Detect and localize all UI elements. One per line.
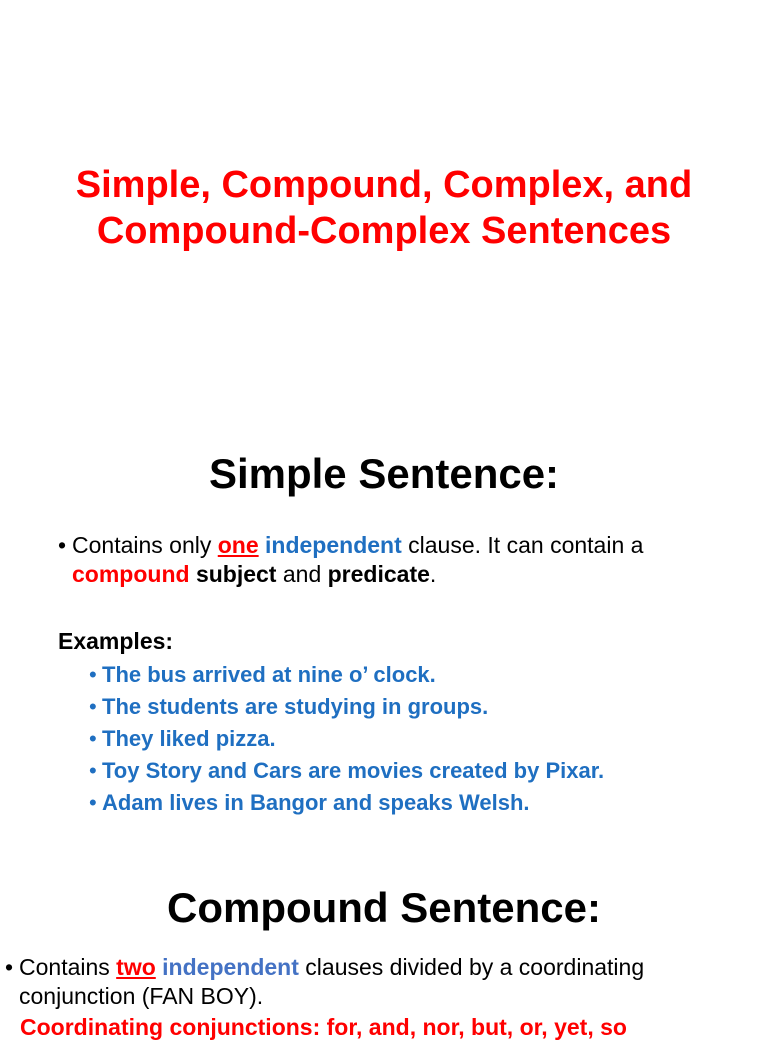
simple-sentence-heading: Simple Sentence: bbox=[208, 450, 560, 497]
page-title bbox=[0, 162, 768, 254]
keyword-independent: independent bbox=[162, 954, 299, 980]
bullet-icon: • bbox=[89, 726, 97, 751]
examples-list bbox=[89, 659, 759, 819]
bullet-icon: • bbox=[58, 532, 67, 558]
keyword-two: two bbox=[116, 954, 156, 980]
compound-definition-line-1 bbox=[5, 953, 765, 982]
example-text: Toy Story and Cars are movies created by Pixar. bbox=[102, 758, 605, 783]
keyword-one: one bbox=[217, 532, 259, 558]
example-text: The bus arrived at nine o’ clock. bbox=[102, 662, 436, 687]
bullet-icon: • bbox=[89, 662, 97, 687]
text-run: and bbox=[276, 561, 328, 587]
cut-off-line bbox=[20, 1013, 627, 1042]
example-text: They liked pizza. bbox=[102, 726, 276, 751]
keyword-subject: subject bbox=[195, 561, 277, 587]
keyword-predicate: predicate bbox=[327, 561, 430, 587]
bullet-icon: • bbox=[89, 758, 97, 783]
list-item bbox=[89, 787, 759, 819]
simple-definition-line-1 bbox=[58, 531, 758, 560]
text-run: clause. It can contain a bbox=[401, 532, 644, 558]
example-text: The students are studying in groups. bbox=[102, 694, 489, 719]
text-run: . bbox=[429, 561, 437, 587]
list-item bbox=[89, 691, 759, 723]
title-line-1: Simple, Compound, Complex, and bbox=[75, 164, 693, 206]
list-item bbox=[89, 659, 759, 691]
compound-definition-line-2: conjunction (FAN BOY). bbox=[19, 983, 264, 1009]
compound-definition bbox=[5, 953, 765, 1011]
keyword-independent: independent bbox=[265, 532, 402, 558]
list-item bbox=[89, 723, 759, 755]
text-run: clauses divided by a coordinating bbox=[298, 954, 645, 980]
bullet-icon: • bbox=[5, 954, 14, 980]
simple-definition-line-2 bbox=[58, 560, 758, 589]
simple-definition bbox=[58, 531, 758, 589]
compound-sentence-heading: Compound Sentence: bbox=[166, 884, 601, 931]
example-text: Adam lives in Bangor and speaks Welsh. bbox=[102, 790, 530, 815]
bullet-icon: • bbox=[89, 694, 97, 719]
bullet-icon: • bbox=[89, 790, 97, 815]
keyword-compound: compound bbox=[72, 561, 190, 587]
list-item bbox=[89, 755, 759, 787]
text-run: Contains bbox=[19, 954, 117, 980]
cut-off-text: Coordinating conjunctions: for, and, nor, but, or, yet, so bbox=[20, 1014, 627, 1040]
examples-label: Examples: bbox=[58, 628, 174, 654]
cut-off-line-clip bbox=[0, 1013, 768, 1040]
title-line-2: Compound-Complex Sentences bbox=[96, 210, 672, 252]
text-run: Contains only bbox=[72, 532, 218, 558]
